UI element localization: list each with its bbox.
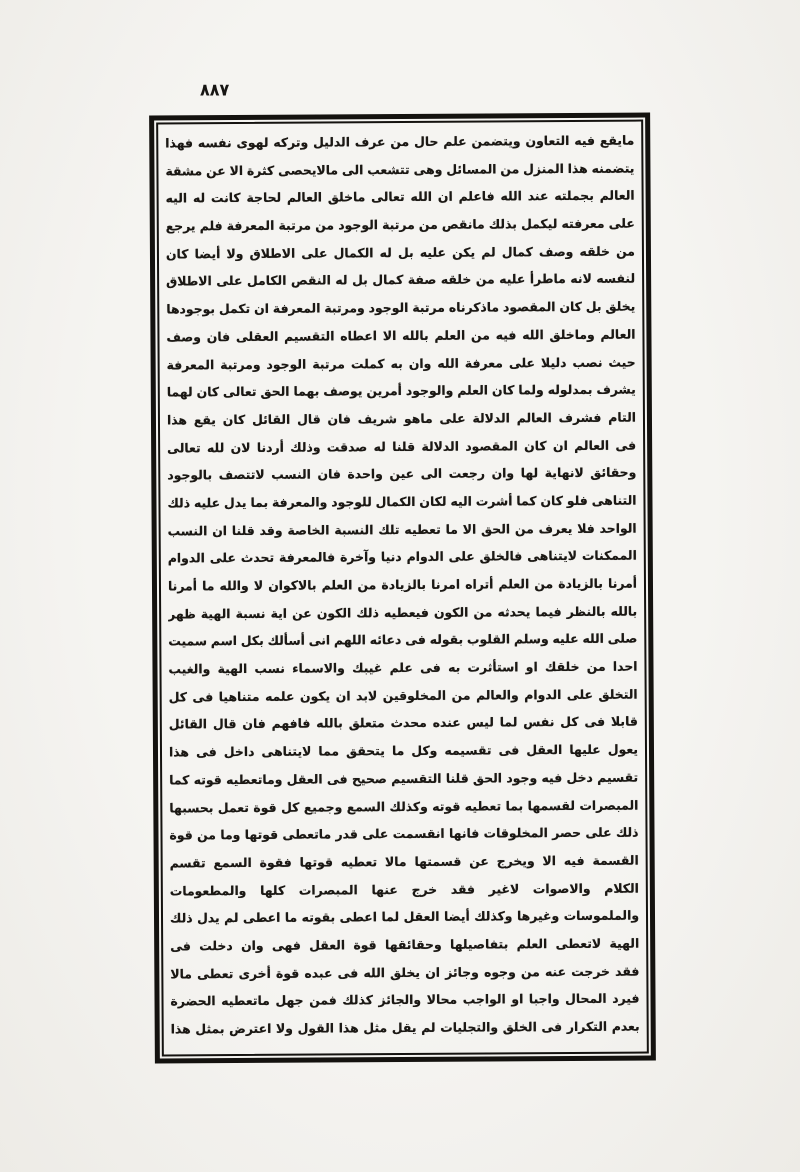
text-line: الكلام والاصوات لاغير فقد خرج عنها المبصرات كلها والمطعومات [169,880,639,898]
text-line: يشرف بمدلوله ولما كان العلم والوجود أمرين يوصف بهما الحق تعالى كان لهما [166,381,636,400]
text-line: الهية لاتعطى العلم بتفاصيلها وحقائقها قوة العقل فهى وان دخلت فى [170,935,640,954]
text-line: التام فشرف العالم الدلالة على ماهو شريف فان قال القائل كان يقع هذا [166,409,637,428]
text-line: التخلق على الدوام والعالم من المخلوقين لابد ان يكون علمه متناهيا فى كل [168,686,638,705]
text-line: والملموسات وغيرها وكذلك أيضا العقل لما اعطى بقوته ما اعطى لم يدل ذلك [169,907,640,926]
text-line: العالم بجملته عند الله فاعلم ان الله تعالى ماخلق العالم لحاجة كانت له اليه [165,187,635,206]
text-line: فى العالم ان كان المقصود الدلالة قلنا له صدقت وذلك أردنا لان لله تعالى [167,437,637,455]
text-line: الممكنات لايتناهى فالخلق على الدوام دنيا وآخرة فالمعرفة تحدث على الدوام [167,547,637,566]
text-line: حيث نصب دليلا على معرفة الله وان به كملت مرتبة الوجود ومرتبة المعرفة [166,354,636,372]
text-line: مايقع فيه التعاون ويتضمن علم حال من عرف الدليل وتركه لهوى نفسه فهذا [165,132,635,151]
text-line: القسمة فيه الا ويخرج عن قسمتها مالا تعطيه قوتها فقوة السمع تقسم [169,852,639,871]
text-line: المبصرات لقسمها بما تعطيه قوته وكذلك السمع وجميع كل قوة تعمل بحسبها [169,797,639,815]
text-line: بعدم التكرار فى الخلق والتجليات لم يقل مثل هذا القول ولا اعترض بمثل هذا [170,1018,640,1037]
text-line: صلى الله عليه وسلم القلوب بقوله فى دعائه اللهم انى أسألك بكل اسم سميت [168,630,638,649]
body-text [165,127,640,1055]
text-line: بالله بالنظر فيما يحدثه من الكون فيعطيه ذلك الكون عن اية نسبة الهية ظهر [168,603,638,622]
text-line: احدا من خلقك او استأثرت به فى علم غيبك والاسماء نسب الهية والغيب [168,658,638,677]
text-line: الواحد فلا يعرف من الحق الا ما تعطيه تلك النسبة الخاصة وقد قلنا ان النسب [167,520,637,539]
text-line: فقد خرجت عنه من وجوه وجائز ان يخلق الله فى عبده قوة أخرى تعطى مالا [170,963,640,982]
text-line: على معرفته ليكمل بذلك مانقص من مرتبة الوجود من مرتبة المعرفة فلم يرجع [165,215,635,234]
text-line: العالم وماخلق الله فيه من العلم بالله الا اعطاه التقسيم العقلى فان وصف [166,326,636,345]
text-line: من خلقه وصف كمال لم يكن عليه بل له الكمال على الاطلاق ولا أيضا كان [165,243,635,262]
text-line: وحقائق لانهاية لها وان رجعت الى عين واحدة فان النسب لاتتصف بالوجود [167,464,637,483]
text-line: ذلك على حصر المخلوقات فانها انقسمت على قدر ماتعطى قوتها وما من قوة [169,824,639,843]
text-line: تقسيم دخل فيه وجود الحق قلنا التقسيم صحيح فى العقل وماتعطيه قوته كما [169,769,639,788]
text-line: قابلا فى كل نفس لما ليس عنده محدث متعلق بالله فافهم فان قال القائل [168,714,638,732]
text-line: لنفسه لانه ماطرأ عليه من خلقه صفة كمال بل له النقص الكامل على الاطلاق [166,271,636,289]
text-line: يعول عليها العقل فى تقسيمه وكل ما يتحقق مما لايتناهى داخل فى هذا [168,741,639,760]
text-frame-inner [156,120,649,1057]
text-frame-outer [149,112,656,1063]
text-line: التناهى فلو كان كما أشرت اليه لكان الكمال للوجود والمعرفة بما يدل عليه ذلك [167,492,637,511]
text-line: يخلق بل كان المقصود ماذكرناه مرتبة الوجود ومرتبة المعرفة ان تكمل بوجودها [166,298,636,317]
page-number: ٨٨٧ [200,79,230,100]
text-line: يتضمنه هذا المنزل من المسائل وهى تتشعب الى مالايحصى كثرة الا عن مشقة [165,160,635,179]
text-line: فيرد المحال واجبا او الواجب محالا والجائز كذلك فمن جهل ماتعطيه الحضرة [170,990,640,1009]
text-line: أمرنا بالزيادة من العلم أتراه امرنا بالزيادة من العلم بالاكوان لا والله ما أمرنا [167,575,638,594]
